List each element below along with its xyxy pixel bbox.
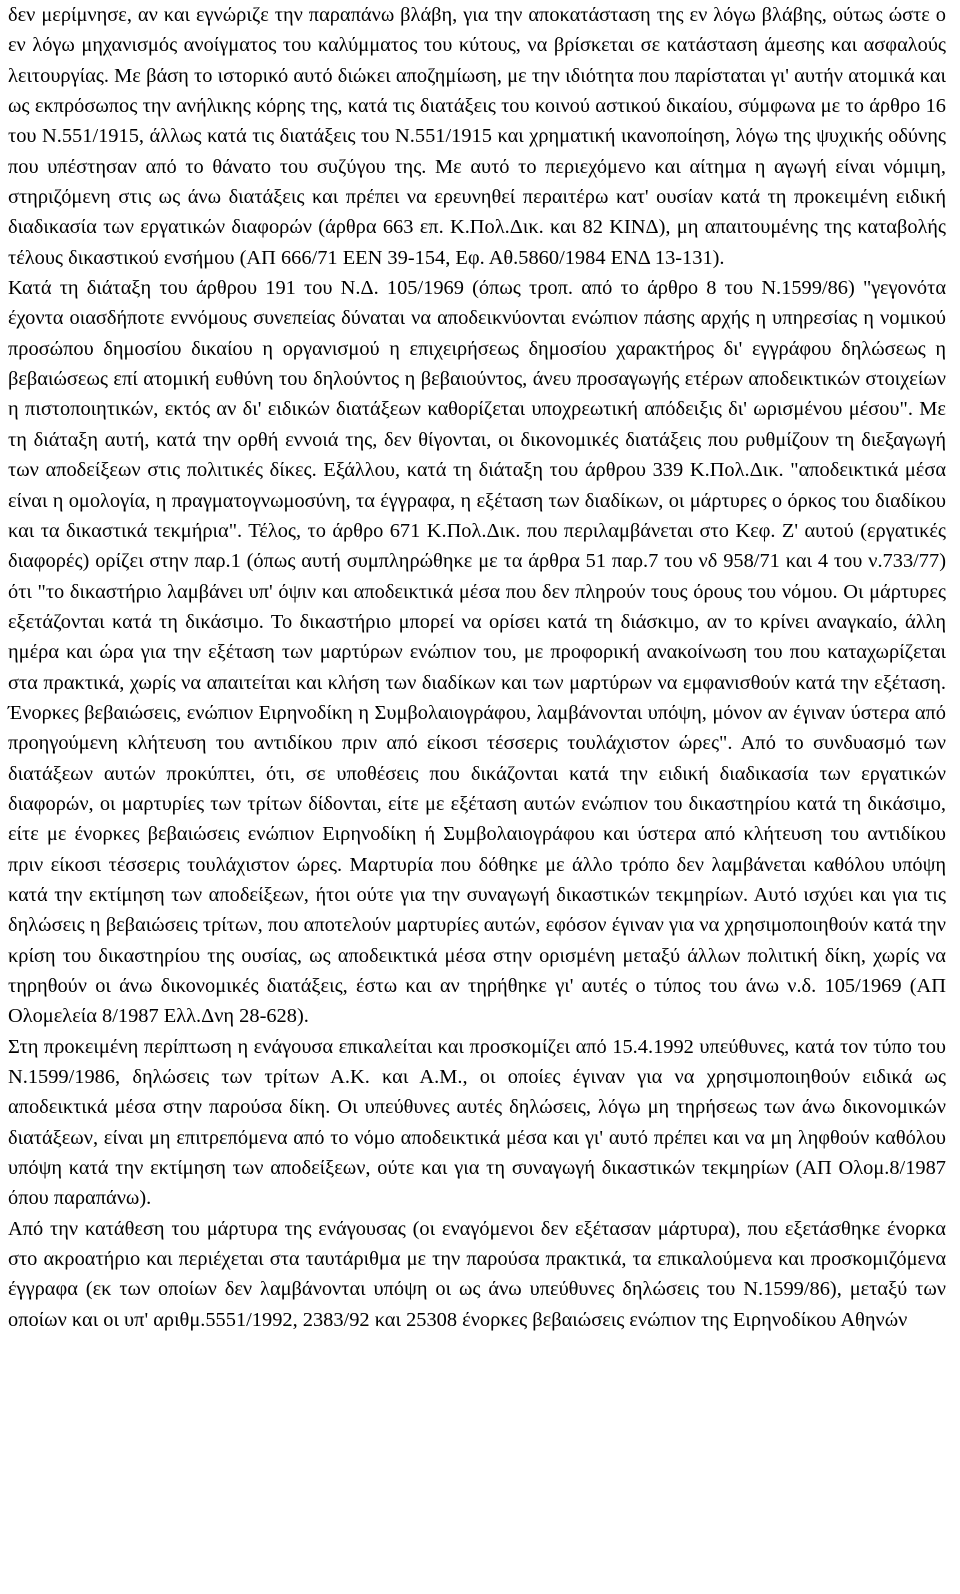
document-body bbox=[8, 0, 946, 1335]
paragraph: Κατά τη διάταξη του άρθρου 191 του Ν.Δ. 105/1969 (όπως τροπ. από το άρθρο 8 του Ν.1599/86) "γεγονότα έχοντα οιασδήποτε εννόμους συνεπείας δύναται να αποδεικνύονται ενώπιον πάσης αρχής η υπηρεσίας η νομικού προσώπου δημοσίου δικαίου η οργανισμού η επιχειρήσεως δημοσίου χαρακτήρος δι' εγγράφου δηλώσεως η βεβαιώσεως επί ατομική ευθύνη του δηλούντος η βεβαιούντος, άνευ προσαγωγής ετέρων αποδεικτικών στοιχείων η πιστοποιητικών, εκτός αν δι' ειδικών διατάξεων καθορίζεται υποχρεωτική απόδειξις δι' ωρισμένου μέσου". Με τη διάταξη αυτή, κατά την ορθή εννοιά της, δεν θίγονται, οι δικονομικές διατάξεις που ρυθμίζουν τη διεξαγωγή των αποδείξεων στις πολιτικές δίκες. Εξάλλου, κατά τη διάταξη του άρθρου 339 Κ.Πολ.Δικ. "αποδεικτικά μέσα είναι η ομολογία, η πραγματογνωμοσύνη, τα έγγραφα, η εξέταση των διαδίκων, οι μάρτυρες ο όρκος του διαδίκου και τα δικαστικά τεκμήρια". Τέλος, το άρθρο 671 Κ.Πολ.Δικ. που περιλαμβάνεται στο Κεφ. Ζ' αυτού (εργατικές διαφορές) ορίζει στην παρ.1 (όπως αυτή συμπληρώθηκε με τα άρθρα 51 παρ.7 του νδ 958/71 και 4 του ν.733/77) ότι "το δικαστήριο λαμβάνει υπ' όψιν και αποδεικτικά μέσα που δεν πληρούν τους όρους του νόμου. Οι μάρτυρες εξετάζονται κατά τη δικάσιμο. Το δικαστήριο μπορεί να ορίσει κατά τη διάσκιμο, αν το κρίνει αναγκαίο, άλλη ημέρα και ώρα για την εξέταση των μαρτύρων ενώπιον του, με προφορική ανακοίνωση του που καταχωρίζεται στα πρακτικά, χωρίς να απαιτείται και κλήση των διαδίκων και των μαρτύρων να εμφανισθούν κατά την εξέταση. Ένορκες βεβαιώσεις, ενώπιον Ειρηνοδίκη η Συμβολαιογράφου, λαμβάνονται υπόψη, μόνον αν έγιναν ύστερα από προηγούμενη κλήτευση του αντιδίκου πριν από είκοσι τέσσερις τουλάχιστον ώρες". Από το συνδυασμό των διατάξεων αυτών προκύπτει, ότι, σε υποθέσεις που δικάζονται κατά την ειδική διαδικασία των εργατικών διαφορών, οι μαρτυρίες των τρίτων δίδονται, είτε με εξέταση αυτών ενώπιον του δικαστηρίου κατά τη δικάσιμο, είτε με ένορκες βεβαιώσεις ενώπιον Ειρηνοδίκη ή Συμβολαιογράφου και ύστερα από κλήτευση του αντιδίκου πριν είκοσι τέσσερις τουλάχιστον ώρες. Μαρτυρία που δόθηκε με άλλο τρόπο δεν λαμβάνεται καθόλου υπόψη κατά την εκτίμηση των αποδείξεων, ήτοι ούτε για την συναγωγή δικαστικών τεκμηρίων. Αυτό ισχύει και για τις δηλώσεις η βεβαιώσεις τρίτων, που αποτελούν μαρτυρίες αυτών, εφόσον έγιναν για να χρησιμοποιηθούν κατά την κρίση του δικαστηρίου της ουσίας, ως αποδεικτικά μέσα στην ορισμένη μεταξύ άλλων πολιτική δίκη, χωρίς να τηρηθούν οι άνω δικονομικές διατάξεις, έστω και αν τηρήθηκε γι' αυτές ο τύπος του άνω ν.δ. 105/1969 (ΑΠ Ολομελεία 8/1987 Ελλ.Δνη 28-628). bbox=[8, 277, 946, 1028]
paragraph: Στη προκειμένη περίπτωση η ενάγουσα επικαλείται και προσκομίζει από 15.4.1992 υπεύθυνες, κατά τον τύπο του Ν.1599/1986, δηλώσεις των τρίτων Α.Κ. και Α.Μ., οι οποίες έγιναν για να χρησιμοποιηθούν ειδικά ως αποδεικτικά μέσα στην παρούσα δίκη. Οι υπεύθυνες αυτές δηλώσεις, λόγω μη τηρήσεως των άνω δικονομικών διατάξεων, είναι μη επιτρεπόμενα από το νόμο αποδεικτικά μέσα και γι' αυτό πρέπει και να μη ληφθούν καθόλου υπόψη κατά την εκτίμηση των αποδείξεων, ούτε και για τη συναγωγή δικαστικών τεκμηρίων (ΑΠ Ολομ.8/1987 όπου παραπάνω). bbox=[8, 1035, 946, 1210]
paragraph: δεν μερίμνησε, αν και εγνώριζε την παραπάνω βλάβη, για την αποκατάσταση της εν λόγω βλάβης, ούτως ώστε ο εν λόγω μηχανισμός ανοίγματος του καλύμματος του κύτους, να βρίσκεται σε κατάσταση άμεσης και ασφαλούς λειτουργίας. Με βάση το ιστορικό αυτό διώκει αποζημίωση, με την ιδιότητα που παρίσταται γι' αυτήν ατομικά και ως εκπρόσωπος την ανήλικης κόρης της, κατά τις διατάξεις του κοινού αστικού δικαίου, σύμφωνα με το άρθρο 16 του Ν.551/1915, άλλως κατά τις διατάξεις του Ν.551/1915 και χρηματική ικανοποίηση, λόγω της ψυχικής οδύνης που υπέστησαν από το θάνατο του συζύγου της. Με αυτό το περιεχόμενο και αίτημα η αγωγή είναι νόμιμη, στηριζόμενη στις ως άνω διατάξεις και πρέπει να ερευνηθεί περαιτέρω κατ' ουσίαν κατά τη προκειμένη ειδική διαδικασία των εργατικών διαφορών (άρθρα 663 επ. Κ.Πολ.Δικ. και 82 ΚΙΝΔ), μη απαιτουμένης της καταβολής τέλους δικαστικού ενσήμου (ΑΠ 666/71 ΕΕΝ 39-154, Εφ. Αθ.5860/1984 ΕΝΔ 13-131). bbox=[8, 4, 946, 269]
paragraph: Από την κατάθεση του μάρτυρα της ενάγουσας (οι εναγόμενοι δεν εξέτασαν μάρτυρα), που εξετάσθηκε ένορκα στο ακροατήριο και περιέχεται στα ταυτάριθμα με την παρούσα πρακτικά, τα επικαλούμενα και προσκομιζόμενα έγγραφα (εκ των οποίων δεν λαμβάνονται υπόψη οι ως άνω υπεύθυνες δηλώσεις του Ν.1599/86), μεταξύ των οποίων και οι υπ' αριθμ.5551/1992, 2383/92 και 25308 ένορκες βεβαιώσεις ενώπιον της Ειρηνοδίκου Αθηνών bbox=[8, 1217, 946, 1331]
